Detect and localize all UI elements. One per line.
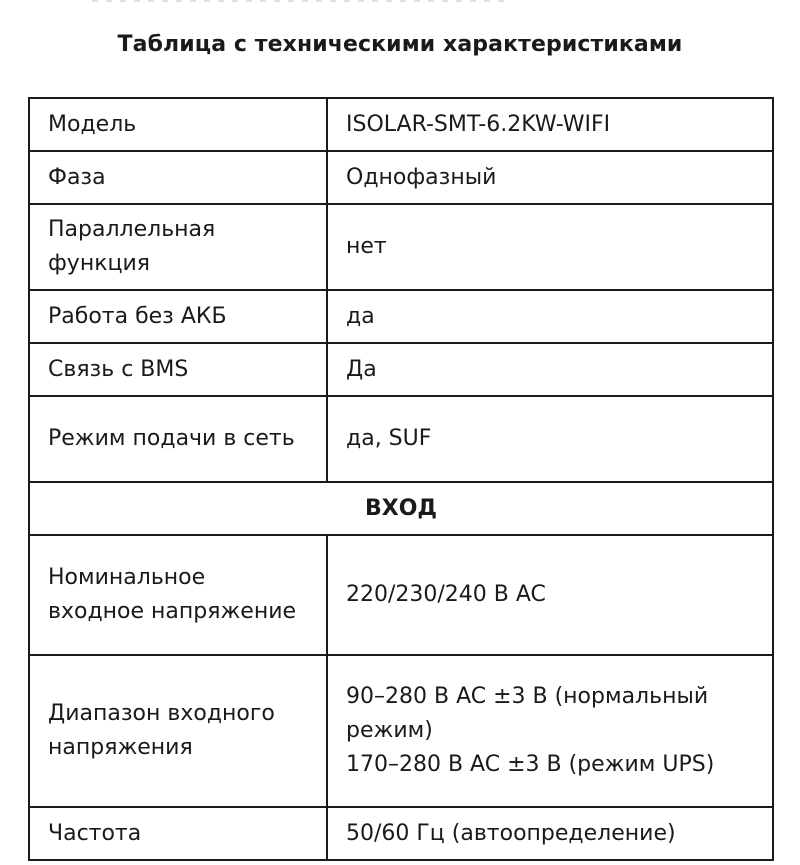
table-row [29,343,773,396]
row-value-model: ISOLAR-SMT-6.2KW-WIFI [327,98,773,151]
page-title: Таблица с техническими характеристиками [117,32,683,57]
row-label-nominal-voltage: Номинальное входное напряжение [29,535,327,655]
section-header-input: ВХОД [29,482,773,535]
table-row [29,151,773,204]
row-label-phase: Фаза [29,151,327,204]
spec-table [28,97,774,861]
row-value-voltage-range [327,655,773,807]
table-row [29,655,773,807]
table-row [29,396,773,482]
row-value-nominal-voltage: 220/230/240 В AC [327,535,773,655]
row-label-voltage-range: Диапазон входного напряжения [29,655,327,807]
row-value-no-battery: да [327,290,773,343]
row-value-frequency: 50/60 Гц (автоопределение) [327,807,773,860]
table-row [29,204,773,290]
row-value-parallel: нет [327,204,773,290]
table-row [29,535,773,655]
table-row [29,98,773,151]
row-value-bms: Да [327,343,773,396]
row-label-bms: Связь с BMS [29,343,327,396]
row-label-parallel: Параллельная функция [29,204,327,290]
row-label-no-battery: Работа без АКБ [29,290,327,343]
cropped-text-fragment [92,0,512,2]
row-value-phase: Однофазный [327,151,773,204]
section-row [29,482,773,535]
row-label-model: Модель [29,98,327,151]
voltage-range-line: 170–280 В AC ±3 В (режим UPS) [346,752,715,777]
row-label-frequency: Частота [29,807,327,860]
row-value-grid-feed: да, SUF [327,396,773,482]
table-row [29,807,773,860]
table-row [29,290,773,343]
voltage-range-line: 90–280 В AC ±3 В (нормальный режим) [346,684,709,743]
row-label-grid-feed: Режим подачи в сеть [29,396,327,482]
